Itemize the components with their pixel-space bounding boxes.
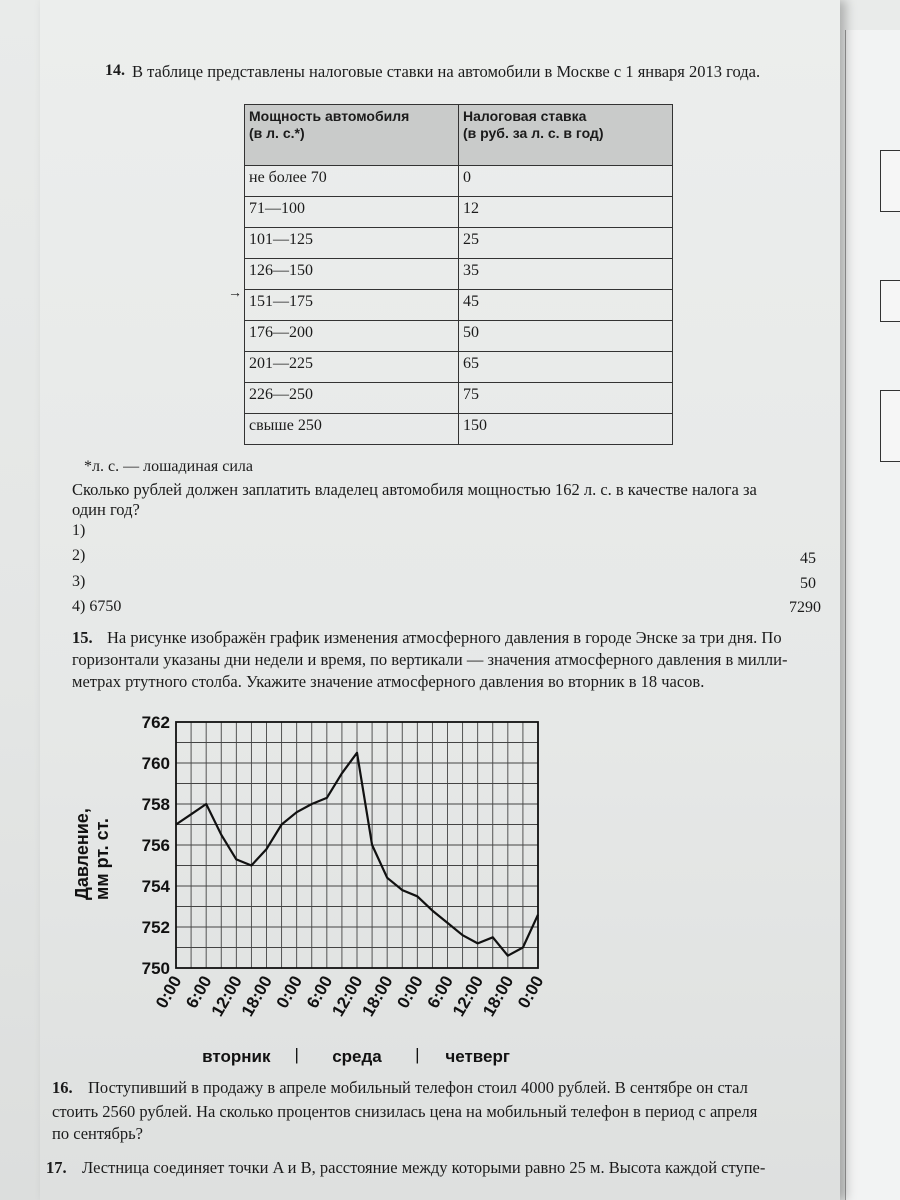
y-tick-label: 762: [141, 713, 170, 732]
pressure-chart: [60, 700, 580, 1080]
q16-line2: стоить 2560 рублей. На сколько процентов снизилась цена на мобильный телефон в период с апреля: [52, 1102, 758, 1121]
q15-number: 15.: [72, 628, 93, 647]
table-row: [245, 228, 673, 259]
q14-footnote: *л. с. — лошадиная сила: [84, 458, 253, 475]
cell-tax-rate: 45: [459, 290, 673, 321]
table-row: [245, 321, 673, 352]
q14-question-line2: один год?: [72, 500, 140, 519]
x-tick-label: 0:00: [151, 972, 186, 1012]
header-power-line1: Мощность автомобиля: [249, 108, 410, 124]
q17-number: 17.: [46, 1158, 67, 1177]
hand-arrow-mark: →: [228, 286, 242, 301]
table-header-power: [245, 105, 459, 166]
answer-2-label: 2): [72, 547, 86, 564]
answer-1-label: 1): [72, 522, 86, 539]
answer-2-value: 45: [800, 550, 816, 567]
day-label: четверг: [445, 1047, 510, 1066]
x-tick-label: 0:00: [393, 972, 427, 1012]
table-row: [245, 414, 673, 445]
y-tick-label: 756: [141, 836, 170, 855]
tax-rate-table: [244, 104, 673, 445]
cell-power-range: свыше 250: [245, 414, 459, 445]
cell-power-range: 71—100: [245, 197, 459, 228]
cell-power-range: 176—200: [245, 321, 459, 352]
y-axis-label-line2: мм рт. ст.: [92, 818, 112, 900]
table-row: [245, 197, 673, 228]
x-tick-label: 6:00: [423, 972, 457, 1012]
x-tick-label: 0:00: [513, 972, 548, 1012]
x-tick-label: 18:00: [479, 972, 518, 1020]
q15-line2: горизонтали указаны дни недели и время, по вертикали — значения атмосферного давления в милли-: [72, 650, 788, 669]
y-tick-label: 758: [141, 795, 170, 814]
x-tick-label: 0:00: [272, 972, 307, 1012]
day-label: вторник: [202, 1047, 271, 1066]
x-tick-label: 12:00: [207, 972, 246, 1020]
table-row: [245, 352, 673, 383]
header-rate-line2: (в руб. за л. с. в год): [463, 125, 604, 141]
day-label: среда: [332, 1047, 382, 1066]
y-tick-label: 752: [141, 918, 170, 937]
cell-tax-rate: 12: [459, 197, 673, 228]
table-body: [245, 166, 673, 445]
y-tick-label: 754: [141, 877, 170, 896]
answer-4-label: 4) 6750: [72, 598, 122, 615]
cell-power-range: 126—150: [245, 259, 459, 290]
cell-power-range: 151—175: [245, 290, 459, 321]
y-tick-label: 750: [141, 959, 170, 978]
cell-tax-rate: 75: [459, 383, 673, 414]
table-row: [245, 166, 673, 197]
cell-tax-rate: 50: [459, 321, 673, 352]
q14-question-line1: Сколько рублей должен заплатить владелец автомобиля мощностью 162 л. с. в качестве налога за: [72, 480, 757, 499]
cell-power-range: 101—125: [245, 228, 459, 259]
answer-3-value: 50: [800, 575, 816, 592]
cell-tax-rate: 25: [459, 228, 673, 259]
x-tick-label: 6:00: [182, 972, 216, 1012]
x-tick-label: 6:00: [302, 972, 337, 1012]
table-header-row: [245, 105, 673, 166]
q16-line1: Поступивший в продажу в апреле мобильный телефон стоил 4000 рублей. В сентябре он стал: [88, 1078, 748, 1097]
q16-line3: по сентябрь?: [52, 1124, 143, 1143]
cell-tax-rate: 150: [459, 414, 673, 445]
x-tick-label: 12:00: [328, 972, 367, 1020]
header-power-line2: (в л. с.*): [249, 125, 305, 141]
q15-line3: метрах ртутного столба. Укажите значение атмосферного давления во вторник в 18 часов.: [72, 672, 705, 691]
cell-tax-rate: 35: [459, 259, 673, 290]
table-row: [245, 383, 673, 414]
header-rate-line1: Налоговая ставка: [463, 108, 587, 124]
x-tick-label: 18:00: [237, 972, 276, 1020]
table-header-rate: [459, 105, 673, 166]
y-axis-label-line1: Давление,: [72, 808, 92, 900]
q14-number: 14.: [105, 62, 125, 79]
q17-text: Лестница соединяет точки A и B, расстояние между которыми равно 25 м. Высота каждой ступе-: [82, 1158, 766, 1177]
adjacent-page-edge: [845, 30, 900, 1200]
cell-tax-rate: 65: [459, 352, 673, 383]
answer-3-label: 3): [72, 573, 86, 590]
x-tick-label: 18:00: [358, 972, 397, 1020]
cell-tax-rate: 0: [459, 166, 673, 197]
q14-text: В таблице представлены налоговые ставки на автомобили в Москве с 1 января 2013 года.: [132, 62, 761, 81]
cell-power-range: 201—225: [245, 352, 459, 383]
cell-power-range: 226—250: [245, 383, 459, 414]
q15-line1: На рисунке изображён график изменения атмосферного давления в городе Энске за три дня. По: [107, 628, 782, 647]
x-tick-label: 12:00: [448, 972, 488, 1020]
day-separator: |: [415, 1045, 420, 1064]
y-tick-label: 760: [141, 754, 170, 773]
answer-4-value: 7290: [789, 599, 821, 616]
day-separator: |: [294, 1045, 299, 1064]
cell-power-range: не более 70: [245, 166, 459, 197]
table-row: [245, 290, 673, 321]
pressure-chart-svg: [60, 700, 580, 1080]
q16-number: 16.: [52, 1078, 73, 1097]
table-row: [245, 259, 673, 290]
